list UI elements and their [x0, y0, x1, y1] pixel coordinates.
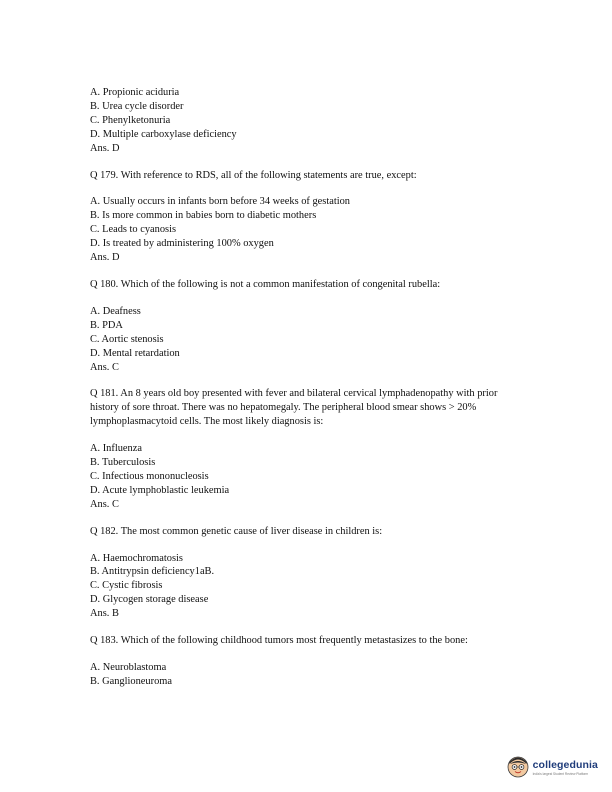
option: B. Urea cycle disorder [90, 100, 184, 112]
option: D. Glycogen storage disease [90, 594, 209, 606]
question-block [90, 169, 520, 265]
option: C. Cystic fibrosis [90, 580, 163, 592]
answer: Ans. D [90, 142, 120, 154]
brand-tagline: India's largest Student Review Platform [532, 771, 589, 776]
question-block [90, 278, 520, 374]
option-list [90, 552, 520, 608]
option: C. Infectious mononucleosis [90, 470, 209, 482]
question-block [90, 525, 520, 621]
page-content [90, 86, 520, 689]
question-text: Q 180. Which of the following is not a common manifestation of congenital rubella: [90, 278, 441, 290]
option: C. Leads to cyanosis [90, 224, 176, 236]
brand-name: collegedunia [532, 758, 598, 771]
option: A. Neuroblastoma [90, 662, 167, 673]
option-list [90, 195, 520, 251]
option: D. Mental retardation [90, 347, 180, 359]
option-list [90, 442, 520, 498]
option: A. Usually occurs in infants born before 34 weeks of gestation [90, 196, 350, 208]
question-text: Q 181. An 8 years old boy presented with fever and bilateral cervical lymphadenopathy with prior history of sore throat. There was no hepatomegaly. The peripheral blood smear shows > 20% lymphoplasmacytoid cells. The most likely diagnosis is: [90, 388, 498, 428]
option: B. Ganglioneuroma [90, 675, 172, 687]
option: C. Aortic stenosis [90, 333, 164, 345]
question-block [90, 634, 520, 689]
answer: Ans. D [90, 252, 120, 264]
lead-answer-block [90, 86, 520, 156]
option: B. Antitrypsin deficiency1aB. [90, 566, 215, 578]
option: B. Is more common in babies born to diabetic mothers [90, 210, 317, 222]
question-text: Q 183. Which of the following childhood tumors most frequently metastasizes to the bone: [90, 635, 468, 647]
answer: Ans. C [90, 498, 119, 510]
option: B. PDA [90, 319, 123, 331]
question-block [90, 387, 520, 511]
answer: Ans. C [90, 361, 119, 373]
option: A. Deafness [90, 305, 141, 317]
option: C. Phenylketonuria [90, 114, 171, 126]
option-list [90, 86, 520, 142]
mascot-face-icon [507, 756, 529, 778]
option-list [90, 661, 520, 689]
question-text: Q 182. The most common genetic cause of liver disease in children is: [90, 525, 383, 537]
answer: Ans. B [90, 608, 119, 620]
option-list [90, 305, 520, 361]
option: B. Tuberculosis [90, 457, 156, 469]
question-text: Q 179. With reference to RDS, all of the following statements are true, except: [90, 169, 417, 181]
option: A. Influenza [90, 443, 142, 455]
option: A. Propionic aciduria [90, 87, 180, 98]
option: D. Acute lymphoblastic leukemia [90, 484, 230, 496]
option: D. Is treated by administering 100% oxygen [90, 238, 274, 250]
brand-text [533, 759, 598, 776]
option: D. Multiple carboxylase deficiency [90, 128, 237, 140]
option: A. Haemochromatosis [90, 552, 183, 564]
brand-logo[interactable] [507, 756, 598, 778]
